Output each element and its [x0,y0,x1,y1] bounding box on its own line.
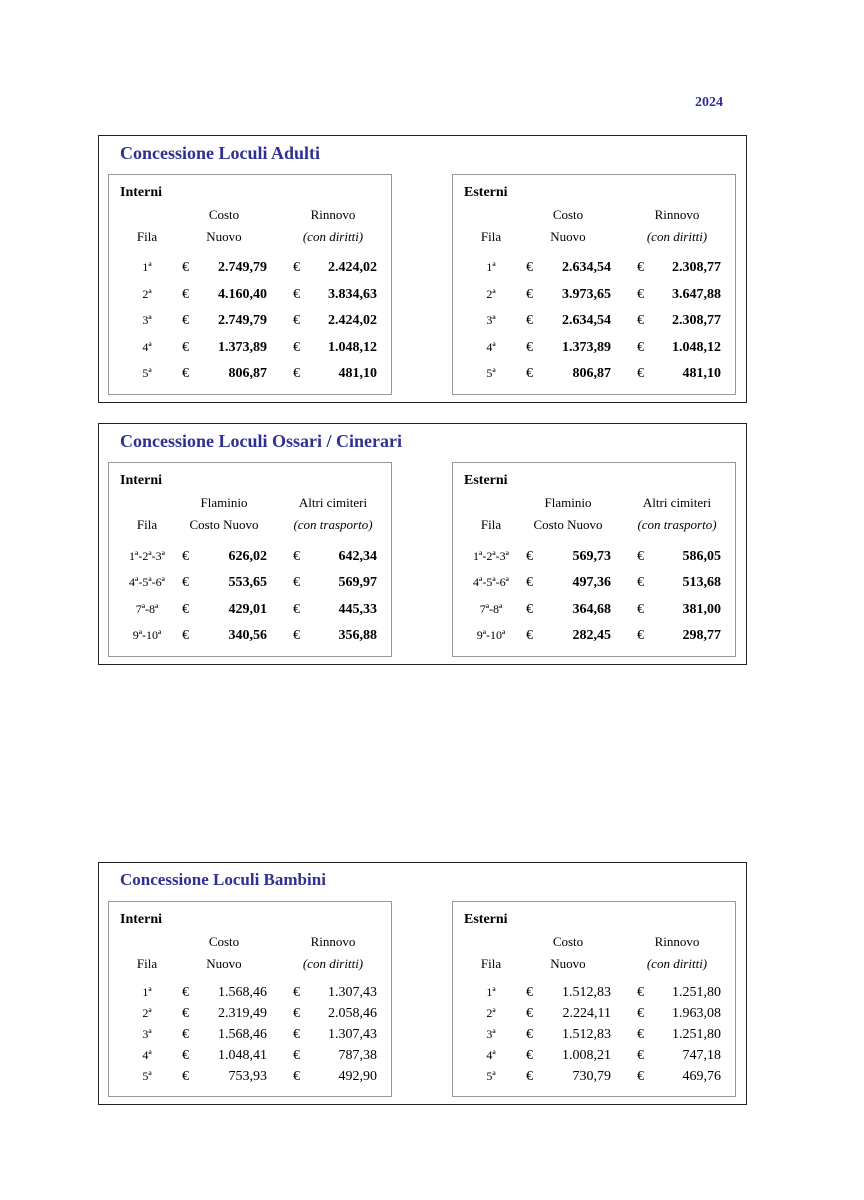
fila-cell: 7ª-8ª [135,601,159,616]
fila-cell: 7ª-8ª [479,601,503,616]
currency-symbol: € [182,339,189,355]
table-row [453,1006,737,1026]
currency-symbol: € [526,627,533,643]
panel-title: Esterni [464,473,508,488]
table-row [109,1027,393,1047]
currency-symbol: € [526,1048,533,1063]
col1-header-top: Costo [208,934,240,949]
currency-symbol: € [182,313,189,328]
currency-symbol: € [526,601,533,617]
fila-header: Fila [480,229,502,244]
currency-symbol: € [182,366,189,381]
table-row [109,549,393,569]
currency-symbol: € [182,286,189,302]
table-row [453,313,737,333]
currency-symbol: € [637,575,644,591]
fila-header: Fila [480,517,502,532]
value-cell-1: 282,45 [572,627,611,643]
currency-symbol: € [293,601,300,617]
currency-symbol: € [637,601,644,617]
fila-cell: 5ª [486,1069,496,1083]
value-cell-2: 2.424,02 [328,313,377,328]
table-row [453,575,737,595]
col2-header-bottom: (con diritti) [646,229,708,244]
currency-symbol: € [526,339,533,355]
currency-symbol: € [637,1069,644,1084]
section-title: Concessione Loculi Bambini [120,870,326,889]
col2-header-top: Rinnovo [310,934,356,949]
currency-symbol: € [637,313,644,328]
currency-symbol: € [182,1027,189,1042]
value-cell-1: 2.749,79 [218,313,267,328]
panel-esterni [452,174,736,395]
currency-symbol: € [182,985,189,1000]
currency-symbol: € [526,985,533,1000]
currency-symbol: € [637,549,644,564]
col2-header-top: Rinnovo [654,207,700,222]
table-row [453,985,737,1005]
value-cell-2: 492,90 [338,1069,377,1084]
col2-header-bottom: (con diritti) [302,229,364,244]
table-row [109,287,393,307]
table-row [109,985,393,1005]
fila-cell: 1ª [486,260,496,274]
currency-symbol: € [293,985,300,1000]
value-cell-1: 1.568,46 [218,985,267,1000]
currency-symbol: € [637,985,644,1000]
table-row [453,549,737,569]
value-cell-2: 642,34 [338,549,377,564]
currency-symbol: € [526,1069,533,1084]
fila-cell: 4ª [142,339,152,354]
fila-cell: 5ª [142,366,152,380]
table-row [109,1006,393,1026]
fila-cell: 4ª-5ª-6ª [129,575,165,590]
panel-title: Interni [120,185,162,200]
col1-header-bottom: Costo Nuovo [533,517,603,532]
value-cell-1: 4.160,40 [218,286,267,302]
value-cell-1: 569,73 [572,549,611,564]
table-row [109,1069,393,1089]
table-row [109,260,393,280]
currency-symbol: € [182,1006,189,1021]
value-cell-1: 2.224,11 [562,1006,611,1021]
currency-symbol: € [293,313,300,328]
table-row [109,340,393,360]
fila-header: Fila [136,956,158,971]
currency-symbol: € [637,260,644,275]
value-cell-2: 747,18 [682,1048,721,1063]
fila-cell: 2ª [486,286,496,301]
currency-symbol: € [293,627,300,643]
col1-header-top: Costo [552,207,584,222]
value-cell-1: 1.048,41 [218,1048,267,1063]
table-row [109,313,393,333]
col1-header-bottom: Nuovo [206,956,242,971]
table-row [453,260,737,280]
currency-symbol: € [526,260,533,275]
value-cell-1: 806,87 [572,366,611,381]
table-row [453,1027,737,1047]
currency-symbol: € [293,1027,300,1042]
currency-symbol: € [526,313,533,328]
currency-symbol: € [637,1048,644,1063]
year-label: 2024 [695,95,723,110]
value-cell-2: 2.424,02 [328,260,377,275]
panel-title: Esterni [464,185,508,200]
fila-cell: 1ª-2ª-3ª [129,549,165,563]
currency-symbol: € [526,1027,533,1042]
value-cell-2: 1.307,43 [328,1027,377,1042]
section-title: Concessione Loculi Ossari / Cinerari [120,431,402,451]
value-cell-1: 2.319,49 [218,1006,267,1021]
section-adulti [98,135,747,403]
col2-header-top: Altri cimiteri [298,495,368,510]
fila-cell: 2ª [142,286,152,301]
value-cell-1: 1.568,46 [218,1027,267,1042]
col1-header-bottom: Nuovo [206,229,242,244]
section-bambini [98,862,747,1105]
currency-symbol: € [637,339,644,355]
table-row [453,287,737,307]
panel-title: Interni [120,473,162,488]
currency-symbol: € [182,627,189,643]
value-cell-2: 1.251,80 [672,1027,721,1042]
value-cell-1: 3.973,65 [562,286,611,302]
value-cell-1: 340,56 [228,627,267,643]
fila-cell: 1ª [142,985,152,999]
value-cell-1: 2.634,54 [562,313,611,328]
table-row [109,575,393,595]
currency-symbol: € [526,286,533,302]
currency-symbol: € [637,286,644,302]
panel-title: Esterni [464,912,508,927]
table-row [453,602,737,622]
col2-header-bottom: (con diritti) [302,956,364,971]
value-cell-2: 2.058,46 [328,1006,377,1021]
value-cell-1: 2.634,54 [562,260,611,275]
table-row [109,602,393,622]
fila-cell: 9ª-10ª [476,627,506,642]
currency-symbol: € [293,1048,300,1063]
value-cell-2: 787,38 [338,1048,377,1063]
currency-symbol: € [182,575,189,591]
col2-header-bottom: (con trasporto) [637,517,717,532]
col2-header-top: Rinnovo [654,934,700,949]
col2-header-top: Rinnovo [310,207,356,222]
value-cell-2: 469,76 [682,1069,721,1084]
fila-cell: 4ª [486,339,496,354]
value-cell-1: 429,01 [228,601,267,617]
value-cell-1: 1.008,21 [562,1048,611,1063]
col2-header-top: Altri cimiteri [642,495,712,510]
fila-cell: 5ª [486,366,496,380]
fila-cell: 1ª-2ª-3ª [473,549,509,563]
fila-cell: 2ª [486,1006,496,1020]
currency-symbol: € [637,1006,644,1021]
currency-symbol: € [637,627,644,643]
currency-symbol: € [526,1006,533,1021]
value-cell-2: 513,68 [682,575,721,591]
currency-symbol: € [293,549,300,564]
panel-interni [108,901,392,1097]
fila-cell: 4ª [486,1048,496,1062]
currency-symbol: € [526,575,533,591]
value-cell-2: 1.963,08 [672,1006,721,1021]
value-cell-1: 364,68 [572,601,611,617]
value-cell-2: 569,97 [338,575,377,591]
currency-symbol: € [526,549,533,564]
fila-cell: 3ª [486,313,496,327]
panel-esterni [452,901,736,1097]
fila-header: Fila [136,229,158,244]
fila-cell: 1ª [486,985,496,999]
value-cell-1: 2.749,79 [218,260,267,275]
value-cell-2: 3.647,88 [672,286,721,302]
currency-symbol: € [637,1027,644,1042]
value-cell-2: 3.834,63 [328,286,377,302]
col1-header-bottom: Costo Nuovo [189,517,259,532]
currency-symbol: € [182,601,189,617]
value-cell-1: 806,87 [228,366,267,381]
value-cell-1: 1.512,83 [562,1027,611,1042]
value-cell-1: 553,65 [228,575,267,591]
currency-symbol: € [293,1069,300,1084]
currency-symbol: € [182,260,189,275]
fila-header: Fila [136,517,158,532]
currency-symbol: € [182,1048,189,1063]
fila-header: Fila [480,956,502,971]
col1-header-top: Costo [552,934,584,949]
fila-cell: 4ª-5ª-6ª [473,575,509,590]
panel-title: Interni [120,912,162,927]
panel-esterni [452,462,736,657]
table-row [453,628,737,648]
value-cell-1: 626,02 [228,549,267,564]
value-cell-2: 356,88 [338,627,377,643]
col2-header-bottom: (con trasporto) [293,517,373,532]
col1-header-top: Flaminio [544,495,592,510]
table-row [453,1069,737,1089]
fila-cell: 3ª [486,1027,496,1041]
table-row [109,1048,393,1068]
fila-cell: 3ª [142,313,152,327]
currency-symbol: € [293,286,300,302]
value-cell-1: 1.512,83 [562,985,611,1000]
table-row [109,628,393,648]
value-cell-2: 298,77 [682,627,721,643]
value-cell-1: 730,79 [572,1069,611,1084]
fila-cell: 5ª [142,1069,152,1083]
currency-symbol: € [293,339,300,355]
currency-symbol: € [293,260,300,275]
section-title: Concessione Loculi Adulti [120,143,321,163]
fila-cell: 3ª [142,1027,152,1041]
fila-cell: 2ª [142,1006,152,1020]
value-cell-1: 1.373,89 [562,339,611,355]
value-cell-2: 481,10 [682,366,721,381]
value-cell-2: 445,33 [338,601,377,617]
value-cell-2: 2.308,77 [672,260,721,275]
table-row [109,366,393,386]
value-cell-2: 2.308,77 [672,313,721,328]
panel-interni [108,174,392,395]
value-cell-2: 381,00 [682,601,721,617]
table-row [453,366,737,386]
value-cell-1: 1.373,89 [218,339,267,355]
value-cell-2: 481,10 [338,366,377,381]
value-cell-2: 1.048,12 [672,339,721,355]
fila-cell: 9ª-10ª [132,627,162,642]
col1-header-top: Flaminio [200,495,248,510]
value-cell-2: 1.048,12 [328,339,377,355]
value-cell-2: 1.251,80 [672,985,721,1000]
value-cell-2: 586,05 [682,549,721,564]
currency-symbol: € [637,366,644,381]
section-ossari [98,423,747,665]
currency-symbol: € [293,575,300,591]
panel-interni [108,462,392,657]
currency-symbol: € [526,366,533,381]
currency-symbol: € [293,366,300,381]
table-row [453,1048,737,1068]
currency-symbol: € [182,1069,189,1084]
value-cell-1: 753,93 [228,1069,267,1084]
col1-header-top: Costo [208,207,240,222]
fila-cell: 4ª [142,1048,152,1062]
value-cell-2: 1.307,43 [328,985,377,1000]
col1-header-bottom: Nuovo [550,956,586,971]
currency-symbol: € [293,1006,300,1021]
fila-cell: 1ª [142,260,152,274]
value-cell-1: 497,36 [572,575,611,591]
col1-header-bottom: Nuovo [550,229,586,244]
table-row [453,340,737,360]
currency-symbol: € [182,549,189,564]
col2-header-bottom: (con diritti) [646,956,708,971]
